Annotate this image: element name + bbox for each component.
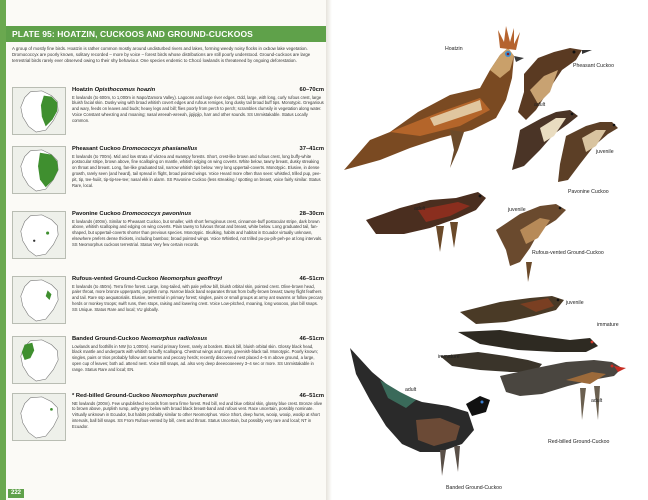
range-map [12, 393, 66, 441]
caption-rufous-vented: Rufous-vented Ground-Cuckoo [532, 250, 604, 256]
range-map [12, 87, 66, 135]
caption-adult-2: adult [414, 206, 426, 212]
caption-immature-2: immature [438, 354, 460, 360]
rufous-vented-immature-illustration [458, 330, 598, 352]
species-heading [72, 393, 324, 400]
pheasant-cuckoo-illustration [518, 48, 592, 120]
range-map-graphic [13, 394, 65, 440]
species-heading [72, 211, 324, 218]
species-description: E lowlands (400m). Similar to Pheasant Cuckoo, but smaller, with short ferruginous crest, cinnamon-buff postocular stripe, dark brown above, whitish scalloping and edging on wing coverts. Plain tawny to fulvous throat and breast, white below. Long graduated tail, fan-shaped, but uppertail-coverts shorter than previous species. Monotypic. Skulking, habits and habitat in Ecuador virtually unknown, elsewhere prefers dense thickets, including bamboo; broad pointed wings. Voice Whistled, not trilled pu-pu-pih-peh-pe at long intervals. SS Neomorphus cuckoos terrestrial. Status Very few certain records. [72, 218, 323, 247]
species-heading [72, 336, 324, 343]
caption-juvenile-2: juvenile [508, 207, 526, 213]
range-map-graphic [13, 212, 65, 258]
caption-immature-1: immature [597, 322, 619, 328]
caption-banded: Banded Ground-Cuckoo [446, 485, 502, 491]
species-length: 37–41cm [299, 146, 324, 152]
page-number: 222 [8, 489, 24, 498]
species-name: Pavonine Cuckoo [72, 211, 121, 217]
species-name: Pheasant Cuckoo [72, 146, 121, 152]
caption-adult-3: adult [405, 387, 417, 393]
species-latin: Neomorphus geoffroyi [159, 276, 222, 282]
plate-header: PLATE 95: HOATZIN, CUCKOOS AND GROUND-CUCKOOS [6, 26, 330, 42]
caption-red-billed: Red-billed Ground-Cuckoo [548, 439, 610, 445]
species-name: Rufous-vented Ground-Cuckoo [72, 276, 159, 282]
species-description: E lowlands (to 700m). Mid and low strata of várzea and swampy forests. Short, crest-like brown and rufous crest, long buffy-white postocular stripe, brown above, fine scalloping on mantle, whitish edging on wing coverts. White below, tawny breast, dusky streaking on throat and breast. Long, fan-like graduated tail, narrow whitish tips below. Very long uppertail-coverts. Monotypic. Elusive, in dense growth, rarely seen (and heard), tail spread in flight, broad pointed wings. Voice Heard more often than seen: whistled, trilled pup, pee-pit, tip, tee-huiiit, tip-tip-tee-tee; nasal ekk in alarm. SS Pavonine Cuckoo (less streaking / spotting on breast, voice fairly similar. Status Rare, local. [72, 153, 321, 188]
range-map [12, 211, 66, 259]
rufous-vented-juvenile-illustration [460, 296, 564, 324]
species-length: 28–30cm [299, 211, 324, 217]
species-latin: Dromococcyx pavoninus [122, 211, 192, 217]
range-map-graphic [13, 88, 65, 134]
hoatzin-illustration [344, 26, 524, 170]
species-name: Banded Ground-Cuckoo [72, 336, 139, 342]
species-length: 46–51cm [299, 336, 324, 342]
species-heading [72, 146, 324, 153]
range-map [12, 276, 66, 324]
range-map-graphic [13, 147, 65, 193]
range-map-graphic [13, 337, 65, 383]
species-description: E lowlands (to 600m, to 1,000m in Napo/Zamora Valley). Lagoons and large river edges. Odd, large, with long, curly rufous crest, large bluish facial skin. Dusky wing with broad whitish covert edges and rufous remiges, long dusky tail broad buff tips. Monotypic. Gregarious and wary, feeds on leaves and buds; heavy legs and bill; flies poorly from perch to perch; scrambles clumsily in vegetation along water. Voice Constant wheezing and moaning; nasal wreeah-wreeah, jipjipjip, harr and other sounds. SS Unmistakable. Status Locally common. [72, 94, 324, 123]
intro-paragraph: A group of mostly fine birds. Hoatzin is rather common mostly around undisturbed rivers and lakes, forming weedy noisy flocks in oxbow lake vegetation. Dromococcyx are poorly known, solitary recorded – more by voice – forest birds whose distributions are still poorly understood. Ground-cuckoos are large terrestrial birds rarely ever observed owing to their shy behaviour. One species endemic to Chocó lowlands is threatened by ongoing deforestation. [12, 46, 311, 64]
page-edge-bar [0, 0, 6, 500]
species-latin: Neomorphus pucheranii [151, 393, 218, 399]
range-map [12, 336, 66, 384]
pavonine-cuckoo-adult-illustration [366, 192, 486, 252]
species-name: Hoatzin [72, 87, 93, 93]
pavonine-cuckoo-juvenile-illustration [496, 204, 566, 282]
range-map [12, 146, 66, 194]
species-length: 46–51cm [299, 393, 324, 399]
caption-adult-1: adult [534, 102, 546, 108]
caption-juvenile-1: juvenile [596, 149, 614, 155]
species-length: 46–51cm [299, 276, 324, 282]
species-description: NE lowlands (200m). Few unpublished records from terra firme forest. Red bill, red and blue orbital skin, glossy blue crest. Bronze olive to brown above, purplish rump, ashy-grey below with broad black breast-band and rufous vent. Race uncertain, possibly nominate. Virtually unknown in Ecuador, but habits probably similar to other Neomorphus. Voice Short, deep hums, wooip, wooip, woolip at short intervals, ball bill snaps. SS From Rufous-vented by bill, crest and throat. Status Uncertain, but possibly very rare and local; NT in Ecuador. [72, 400, 323, 429]
caption-adult-4: adult [591, 398, 603, 404]
species-description: E lowlands (to 450m). Terra firme forest. Large, long-tailed, with pale yellow bill, bluish orbital skin, pointed crest. Olive-brown head, paler throat, more bronze upperparts, purplish rump. Narrow black band separates throat from buffy-brown breast; tawny flight feathers and tail. Rare ssp aequatorialis. Elusive, terrestrial in primary forest; singles, pairs or small groups at army ant swarms or follow peccary herds or monkey troops; swift runs, then stops, raising and lowering crest. Voice Low-pitched, moaning, long wooooo, plus bill snaps. SS Unique. Status Rare and local; VU globally. [72, 283, 324, 312]
species-latin: Opisthocomus hoazin [94, 87, 156, 93]
species-latin: Neomorphus radiolosus [140, 336, 208, 342]
species-description: Lowlands and foothills in NW (to 1,000m). Humid primary forest, rarely at borders. Black bill, bluish orbital skin. Glossy black head, black mantle and underparts with whitish to buffy scalloping. Chestnut wings and rump, greenish-black tail. Monotypic. Poorly known; singles, pairs or trios probably follow ant swarms and peccary herds; recently discovered nest placed 4–5 m above ground, a large, open cup of leaves; both ad. attend nest. Voice Bill snaps, ad. also very deep deeeoooeeeey 3–4 sec or more. SS Unmistakable in range. Status Rare and local; EN. [72, 343, 318, 372]
caption-pavonine-cuckoo: Pavonine Cuckoo [568, 189, 609, 195]
species-name: * Red-billed Ground-Cuckoo [72, 393, 150, 399]
caption-hoatzin: Hoatzin [445, 46, 463, 52]
species-heading [72, 276, 324, 283]
species-latin: Dromococcyx phasianellus [122, 146, 198, 152]
range-map-graphic [13, 277, 65, 323]
species-length: 60–70cm [299, 87, 324, 93]
caption-juvenile-3: juvenile [566, 300, 584, 306]
species-heading [72, 87, 324, 94]
caption-pheasant-cuckoo: Pheasant Cuckoo [573, 63, 614, 69]
